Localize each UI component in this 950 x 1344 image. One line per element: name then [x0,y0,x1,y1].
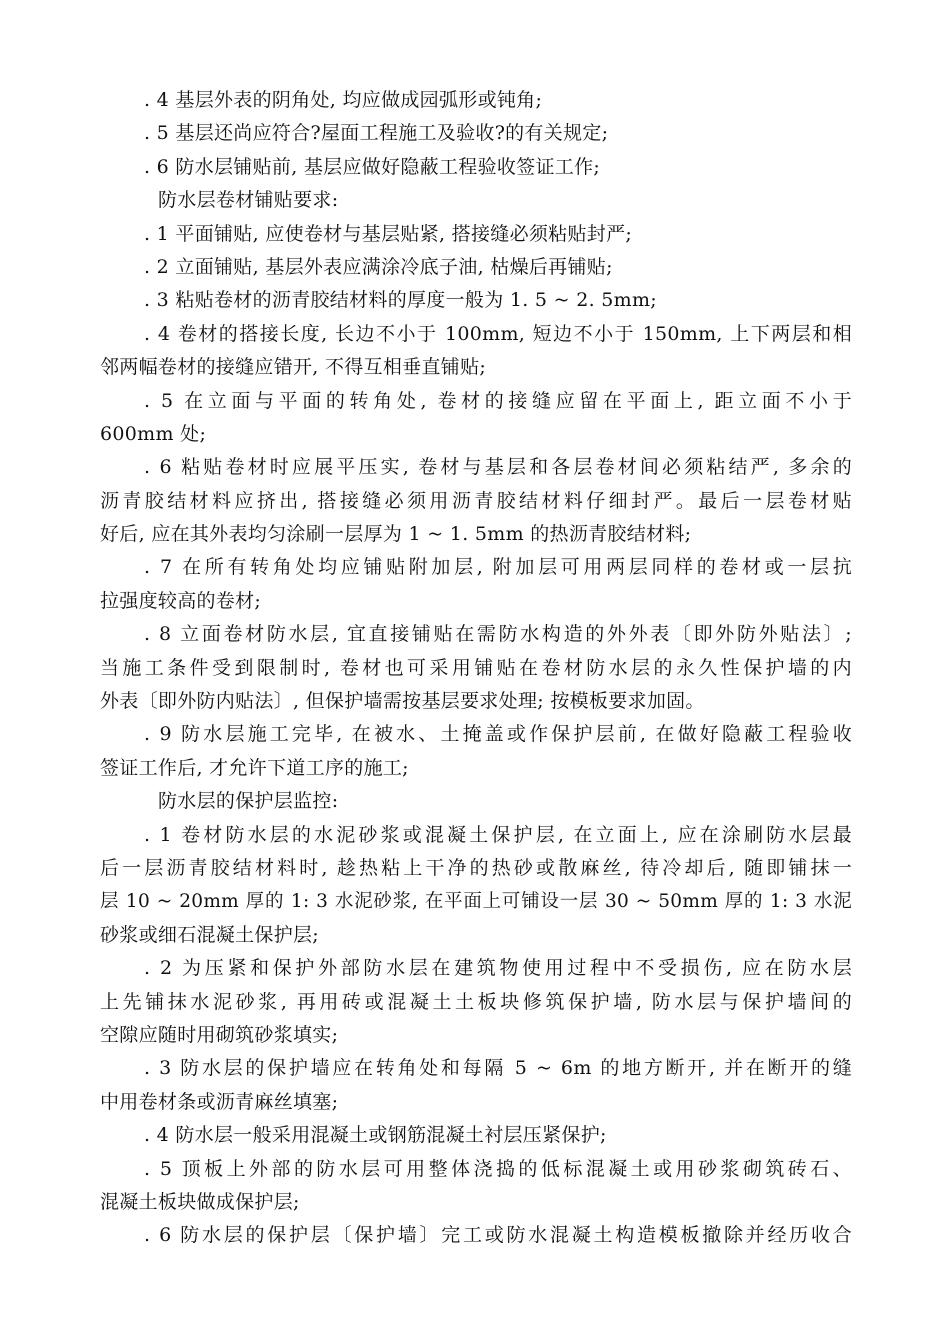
text-line: . 3 防水层的保护墙应在转角处和每隔 5 ~ 6m 的地方断开, 并在断开的缝 [144,1057,852,1080]
text-line: 后一层沥青胶结材料时, 趁热粘上干净的热砂或散麻丝, 待冷却后, 随即铺抹一 [100,856,852,879]
text-line: 600mm 处; [100,422,207,445]
text-line: 好后, 应在其外表均匀涂刷一层厚为 1 ~ 1. 5mm 的热沥青胶结材料; [100,523,692,546]
text-line: . 2 立面铺贴, 基层外表应满涂冷底子油, 枯燥后再铺贴; [144,255,613,278]
text-line: . 6 防水层铺贴前, 基层应做好隐蔽工程验收签证工作; [144,155,601,178]
text-line: 沥青胶结材料应挤出, 搭接缝必须用沥青胶结材料仔细封严。最后一层卷材贴 [100,489,852,512]
text-line: . 5 在立面与平面的转角处, 卷材的接缝应留在平面上, 距立面不小于 [144,389,852,412]
document-body [100,84,852,1253]
text-line: 中用卷材条或沥青麻丝填塞; [100,1090,339,1113]
section-heading: 防水层卷材铺贴要求: [158,189,339,212]
text-line: 上先铺抹水泥砂浆, 再用砖或混凝土土板块修筑保护墙, 防水层与保护墙间的 [100,990,852,1013]
text-line: 签证工作后, 才允许下道工序的施工; [100,756,409,779]
text-line: 混凝土板块做成保护层; [100,1190,300,1213]
text-line: . 1 平面铺贴, 应使卷材与基层贴紧, 搭接缝必须粘贴封严; [144,222,633,245]
text-line: . 7 在所有转角处均应铺贴附加层, 附加层可用两层同样的卷材或一层抗 [144,556,852,579]
text-line: . 2 为压紧和保护外部防水层在建筑物使用过程中不受损伤, 应在防水层 [144,957,852,980]
text-line: 外表〔即外防内贴法〕, 但保护墙需按基层要求处理; 按模板要求加固。 [100,690,705,713]
text-line: . 6 粘贴卷材时应展平压实, 卷材与基层和各层卷材间必须粘结严, 多余的 [144,456,852,479]
text-line: . 9 防水层施工完毕, 在被水、土掩盖或作保护层前, 在做好隐蔽工程验收 [144,723,852,746]
text-line: . 6 防水层的保护层〔保护墙〕完工或防水混凝土构造模板撤除并经历收合 [144,1224,852,1247]
text-line: 砂浆或细石混凝土保护层; [100,923,320,946]
text-line: . 5 顶板上外部的防水层可用整体浇捣的低标混凝土或用砂浆砌筑砖石、 [144,1157,852,1180]
text-line: . 3 粘贴卷材的沥青胶结材料的厚度一般为 1. 5 ~ 2. 5mm; [144,289,657,312]
text-line: . 8 立面卷材防水层, 宜直接铺贴在需防水构造的外外表〔即外防外贴法〕; [144,623,852,646]
text-line: 拉强度较高的卷材; [100,589,262,612]
text-line: 当施工条件受到限制时, 卷材也可采用铺贴在卷材防水层的永久性保护墙的内 [100,656,852,679]
text-line: 邻两幅卷材的接缝应错开, 不得互相垂直铺贴; [100,356,487,379]
text-line: . 4 卷材的搭接长度, 长边不小于 100mm, 短边不小于 150mm, 上下两层和相 [144,322,852,345]
text-line: . 1 卷材防水层的水泥砂浆或混凝土保护层, 在立面上, 应在涂刷防水层最 [144,823,852,846]
text-line: . 5 基层还尚应符合?屋面工程施工及验收?的有关规定; [144,122,609,145]
text-line: . 4 防水层一般采用混凝土或钢筋混凝土衬层压紧保护; [144,1124,607,1147]
text-line: . 4 基层外表的阴角处, 均应做成园弧形或钝角; [144,89,543,111]
section-heading: 防水层的保护层监控: [158,790,339,813]
text-line: 层 10 ~ 20mm 厚的 1: 3 水泥砂浆, 在平面上可铺设一层 30 ~ 50mm 厚的 1: 3 水泥 [100,891,852,913]
text-line: 空隙应随时用砌筑砂浆填实; [100,1023,339,1046]
